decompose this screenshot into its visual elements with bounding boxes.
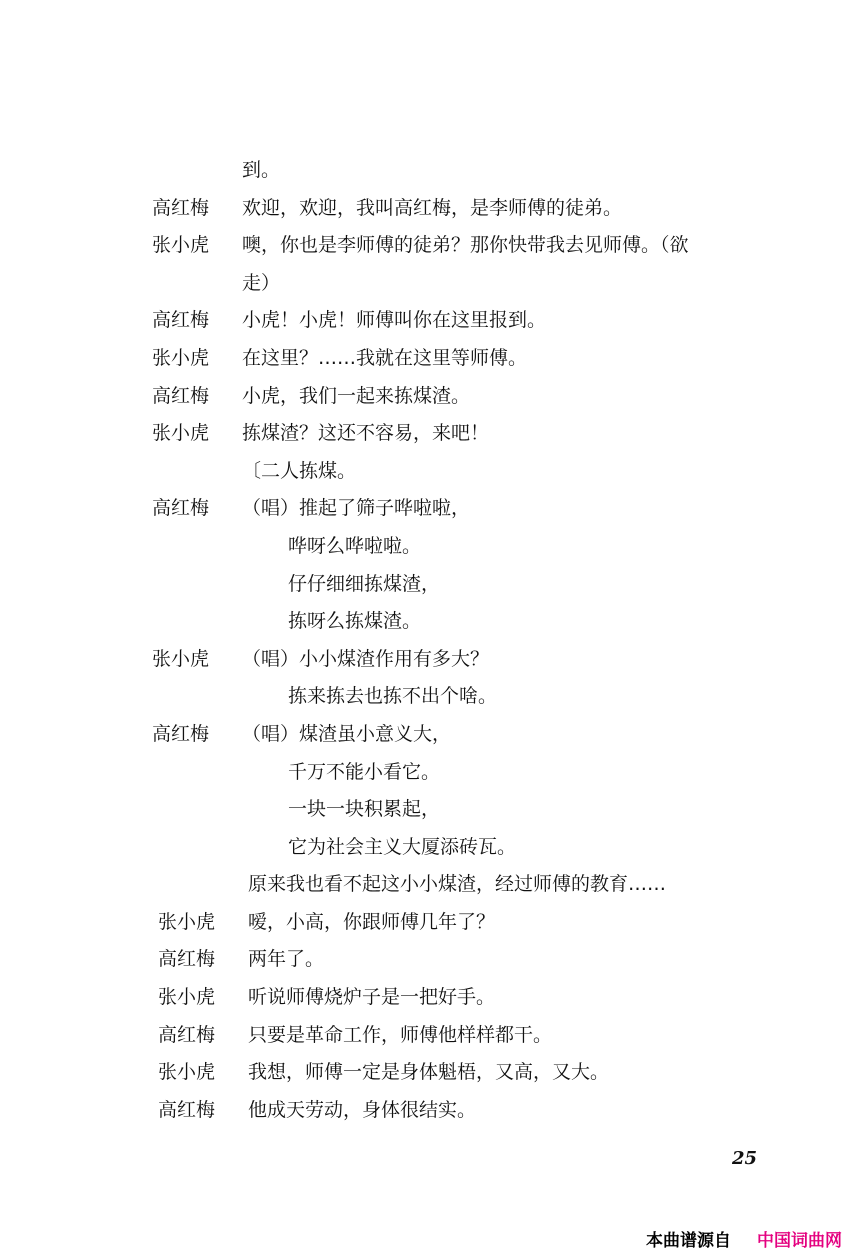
dialogue-line: [0, 227, 852, 265]
dialogue-line: [0, 340, 852, 378]
dialogue-text: 〔二人拣煤。: [242, 459, 357, 482]
dialogue-text: 一块一块积累起，: [288, 798, 441, 821]
dialogue-line: [0, 378, 852, 416]
dialogue-line: [0, 152, 852, 190]
dialogue-text: 在这里？……我就在这里等师傅。: [242, 346, 528, 369]
dialogue-line: [0, 641, 852, 679]
speaker-name: 张小虎: [152, 234, 210, 257]
dialogue-line: [0, 302, 852, 340]
dialogue-line: [0, 453, 852, 491]
dialogue-line: [0, 678, 852, 716]
dialogue-text: 千万不能小看它。: [288, 760, 441, 783]
speaker-name: 高红梅: [152, 384, 210, 407]
dialogue-text: （唱）小小煤渣作用有多大？: [242, 647, 490, 670]
dialogue-line: [0, 791, 852, 829]
dialogue-text: 听说师傅烧炉子是一把好手。: [248, 986, 496, 1009]
dialogue-line: [0, 754, 852, 792]
dialogue-line: [0, 1017, 852, 1055]
dialogue-text: 拣来拣去也拣不出个啥。: [288, 685, 498, 708]
speaker-name: 张小虎: [158, 1061, 216, 1084]
speaker-name: 高红梅: [158, 1098, 216, 1121]
page-number: 25: [732, 1148, 758, 1169]
dialogue-line: [0, 265, 852, 303]
dialogue-line: [0, 190, 852, 228]
dialogue-text: 小虎！小虎！师傅叫你在这里报到。: [242, 309, 547, 332]
speaker-name: 张小虎: [152, 346, 210, 369]
dialogue-text: （唱）推起了筛子哗啦啦，: [242, 497, 471, 520]
dialogue-text: 到。: [242, 159, 281, 181]
dialogue-text: 拣呀么拣煤渣。: [288, 610, 422, 633]
dialogue-line: [0, 1092, 852, 1130]
script-body: [0, 152, 852, 1129]
speaker-name: 高红梅: [152, 196, 210, 219]
dialogue-text: 它为社会主义大厦添砖瓦。: [288, 835, 517, 858]
dialogue-text: 拣煤渣？这还不容易，来吧！: [242, 422, 490, 445]
dialogue-text: 原来我也看不起这小小煤渣，经过师傅的教育……: [248, 873, 667, 896]
dialogue-text: 走）: [242, 271, 281, 294]
footer-source-label: 本曲谱源自: [646, 1231, 731, 1251]
speaker-name: 张小虎: [158, 986, 216, 1009]
dialogue-line: [0, 603, 852, 641]
dialogue-line: [0, 866, 852, 904]
speaker-name: 张小虎: [152, 647, 210, 670]
dialogue-line: [0, 490, 852, 528]
dialogue-line: [0, 716, 852, 754]
dialogue-line: [0, 415, 852, 453]
dialogue-text: 哗呀么哗啦啦。: [288, 534, 422, 557]
speaker-name: 高红梅: [158, 948, 216, 971]
dialogue-text: 只要是革命工作，师傅他样样都干。: [248, 1023, 553, 1046]
dialogue-text: 噢，你也是李师傅的徒弟？那你快带我去见师傅。（欲: [242, 234, 689, 257]
footer-site-link[interactable]: 中国词曲网: [757, 1231, 842, 1251]
dialogue-text: 嗳，小高，你跟师傅几年了？: [248, 910, 496, 933]
dialogue-text: 仔仔细细拣煤渣，: [288, 572, 441, 595]
dialogue-text: 我想，师傅一定是身体魁梧，又高，又大。: [248, 1061, 610, 1084]
dialogue-line: [0, 979, 852, 1017]
dialogue-line: [0, 566, 852, 604]
speaker-name: 高红梅: [152, 309, 210, 332]
dialogue-line: [0, 528, 852, 566]
dialogue-line: [0, 904, 852, 942]
dialogue-text: 小虎，我们一起来拣煤渣。: [242, 384, 471, 407]
dialogue-text: 欢迎，欢迎，我叫高红梅，是李师傅的徒弟。: [242, 196, 623, 219]
dialogue-line: [0, 941, 852, 979]
dialogue-text: （唱）煤渣虽小意义大，: [242, 722, 452, 745]
dialogue-line: [0, 1054, 852, 1092]
dialogue-text: 两年了。: [248, 948, 325, 971]
speaker-name: 张小虎: [152, 422, 210, 445]
speaker-name: 高红梅: [152, 722, 210, 745]
speaker-name: 高红梅: [158, 1023, 216, 1046]
speaker-name: 高红梅: [152, 497, 210, 520]
dialogue-text: 他成天劳动，身体很结实。: [248, 1098, 477, 1121]
speaker-name: 张小虎: [158, 910, 216, 933]
dialogue-line: [0, 829, 852, 867]
